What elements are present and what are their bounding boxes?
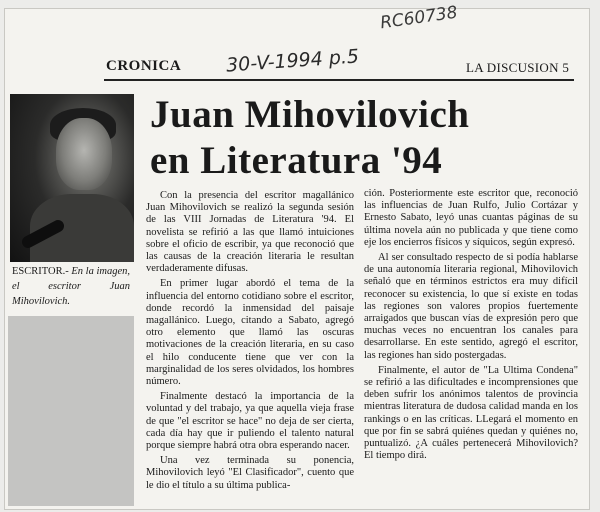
section-name: CRONICA xyxy=(106,58,182,74)
paragraph: Con la presencia del escritor magallánico Juan Mihovilovich se realizó la segunda sesión de las VIII Jornadas de Literatura '94. El novelista se refirió a las que llamó intuiciones sobre el oficio de escribir, ya que reconoció que las causas de la creación literaria le resultan verdaderamente difusas. xyxy=(146,190,354,275)
article-column-2 xyxy=(364,188,578,465)
paragraph: Al ser consultado respecto de si podía hablarse de una autonomía literaria regional, Mihovilovich señaló que en términos estrictos era muy difícil reconocer su existencia, lo que sí existe en todas las regiones son valores propios fuertemente arraigados que buscan vías de expresión pero que muchas veces no encuentran los canales para desarrollarse. En este sentido, agregó el escritor, las regiones han sido postergadas. xyxy=(364,252,578,361)
header-rule xyxy=(104,79,574,81)
newspaper-name: LA DISCUSION 5 xyxy=(466,60,570,75)
article-column-1 xyxy=(146,190,354,495)
handwritten-reference: RC60738 xyxy=(378,2,459,34)
headline-line-1: Juan Mihovilovich xyxy=(150,93,470,136)
photo-face-shape xyxy=(56,118,112,190)
caption-label: ESCRITOR.- xyxy=(12,266,69,277)
caption-text: En la imagen, el escritor Juan Mihovilovich. xyxy=(12,266,130,307)
headline-line-2: en Literatura '94 xyxy=(150,139,443,182)
paragraph: Finalmente destacó la importancia de la voluntad y del trabajo, ya que aquella vieja frase de que "el escritor se hace" no deja de ser cierta, cada día hay que ir puliendo el talento natural porque siempre habrá otra obra esperando nacer. xyxy=(146,391,354,452)
paragraph: En primer lugar abordó el tema de la influencia del entorno cotidiano sobre el escritor, donde recordó la inmensidad del paisaje magallánico. Luego, citando a Sabato, agregó otro elemento que llamó las oscuras motivaciones de la creación literaria, en su caso el hilo conducente tiene que ver con la marginalidad de los seres olvidados, los hombres número. xyxy=(146,278,354,388)
paragraph: Finalmente, el autor de "La Ultima Condena" se refirió a las dificultades e incomprensiones que deben sufrir los anónimos talentos de provincia mientras literatura de dudosa calidad manda en los rankings o en las críticas. LLegará el momento en que por fin se sabrá quiénes quedan y quiénes no, puntualizó. ¿A cuáles pertenecerá Mihovilovich? El tiempo dirá. xyxy=(364,364,578,462)
paragraph: Una vez terminada su ponencia, Mihovilovich leyó "El Clasificador", cuento que le dio el título a su última publica- xyxy=(146,455,354,491)
headline xyxy=(150,92,580,184)
paragraph: ción. Posteriormente este escritor que, reconoció las influencias de Juan Rulfo, Julio Cortázar y Ernesto Sabato, leyó unas cuantas páginas de su última novela aún no publicada y que tiene como eje los encierros físicos y síquicos, según expresó. xyxy=(364,188,578,248)
handwritten-date: 30-V-1994 p.5 xyxy=(225,45,360,77)
shaded-panel xyxy=(8,316,134,506)
author-photo xyxy=(10,94,134,262)
photo-caption xyxy=(12,264,130,309)
